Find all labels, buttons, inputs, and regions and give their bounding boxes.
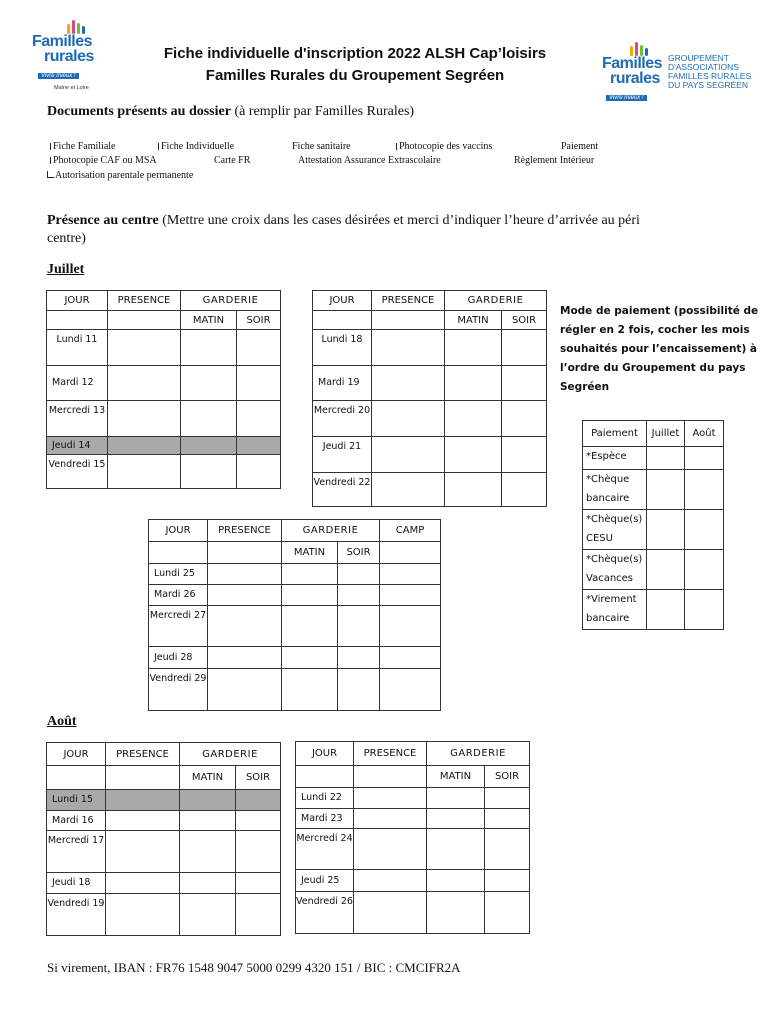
doc-autorisation-parentale[interactable]: Autorisation parentale permanente <box>47 170 193 181</box>
doc-photocopie-vaccins[interactable]: Photocopie des vaccins <box>396 141 492 152</box>
pay-aout-cell[interactable] <box>685 447 724 470</box>
pay-juillet-cell[interactable] <box>647 447 685 470</box>
pay-juillet-cell[interactable] <box>647 470 685 510</box>
month-aout-label: Août <box>47 714 77 729</box>
brand-name-2: rurales <box>610 70 660 87</box>
matin-cell[interactable] <box>445 366 502 401</box>
soir-cell[interactable] <box>237 455 281 489</box>
presence-heading: Présence au centre (Mettre une croix dans les cases désirées et merci d’indiquer l’heure d’arrivée au péri centre) <box>47 213 640 246</box>
soir-cell[interactable] <box>485 788 530 809</box>
col-camp: CAMP <box>380 520 441 542</box>
brand-tagline: Vivre mieux ! <box>606 95 647 101</box>
pay-mode: *Chèque bancaire <box>583 470 647 510</box>
day-label: Lundi 18 <box>313 330 372 366</box>
presence-cell[interactable] <box>208 647 282 669</box>
soir-cell[interactable] <box>502 366 547 401</box>
matin-cell[interactable] <box>427 870 485 892</box>
brand-name: Familles <box>32 33 93 50</box>
day-label: Vendredi 26 <box>296 892 354 934</box>
presence-cell[interactable] <box>372 401 445 437</box>
presence-cell[interactable] <box>208 669 282 711</box>
soir-cell[interactable] <box>485 892 530 934</box>
presence-cell[interactable] <box>106 831 180 873</box>
col-garderie: GARDERIE <box>445 291 547 311</box>
matin-cell[interactable] <box>181 366 237 401</box>
presence-cell[interactable] <box>372 330 445 366</box>
col-garderie: GARDERIE <box>181 291 281 311</box>
presence-cell[interactable] <box>108 330 181 366</box>
day-label: Jeudi 25 <box>296 870 354 892</box>
matin-cell[interactable] <box>282 606 338 647</box>
presence-cell[interactable] <box>108 366 181 401</box>
day-label: Mercredi 20 <box>313 401 372 437</box>
matin-cell[interactable] <box>282 647 338 669</box>
pay-aout-cell[interactable] <box>685 510 724 550</box>
col-jour: JOUR <box>149 520 208 542</box>
col-presence: PRESENCE <box>354 742 427 766</box>
soir-cell[interactable] <box>236 873 281 894</box>
col-matin: MATIN <box>445 311 502 330</box>
day-label: Vendredi 15 <box>47 455 108 489</box>
col-soir: SOIR <box>485 766 530 788</box>
presence-cell[interactable] <box>106 873 180 894</box>
day-label: Vendredi 22 <box>313 473 372 507</box>
day-label: Mercredi 17 <box>47 831 106 873</box>
presence-cell[interactable] <box>208 585 282 606</box>
col-presence: PRESENCE <box>208 520 282 542</box>
presence-cell[interactable] <box>354 809 427 829</box>
col-matin: MATIN <box>180 766 236 790</box>
col-jour: JOUR <box>313 291 372 311</box>
pay-aout-cell[interactable] <box>685 550 724 590</box>
col-matin: MATIN <box>181 311 237 330</box>
iban-footer: Si virement, IBAN : FR76 1548 9047 5000 0299 4320 151 / BIC : CMCIFR2A <box>47 960 461 975</box>
doc-fiche-sanitaire[interactable]: Fiche sanitaire <box>292 141 351 152</box>
day-label: Mardi 26 <box>149 585 208 606</box>
day-label: Jeudi 18 <box>47 873 106 894</box>
soir-cell[interactable] <box>338 669 380 711</box>
day-label: Mercredi 13 <box>47 401 108 437</box>
matin-cell[interactable] <box>282 669 338 711</box>
matin-cell[interactable] <box>445 330 502 366</box>
group-text-line: D'ASSOCIATIONS <box>668 62 739 72</box>
pay-mode: *Chèque(s) CESU <box>583 510 647 550</box>
day-label: Vendredi 19 <box>47 894 106 936</box>
pay-mode: *Chèque(s) Vacances <box>583 550 647 590</box>
group-text-line: GROUPEMENT <box>668 53 729 63</box>
presence-cell[interactable] <box>354 788 427 809</box>
camp-cell[interactable] <box>380 585 441 606</box>
col-matin: MATIN <box>427 766 485 788</box>
payment-table <box>582 420 724 630</box>
col-jour: JOUR <box>296 742 354 766</box>
matin-cell[interactable] <box>180 873 236 894</box>
day-label: Mardi 16 <box>47 811 106 831</box>
camp-cell[interactable] <box>380 669 441 711</box>
col-soir: SOIR <box>502 311 547 330</box>
matin-cell[interactable] <box>282 564 338 585</box>
matin-cell[interactable] <box>282 585 338 606</box>
matin-cell[interactable] <box>445 401 502 437</box>
matin-cell[interactable] <box>445 473 502 507</box>
soir-cell[interactable] <box>502 401 547 437</box>
soir-cell[interactable] <box>485 870 530 892</box>
group-text-line: FAMILLES RURALES <box>668 71 752 81</box>
presence-cell[interactable] <box>354 892 427 934</box>
doc-photocopie-caf[interactable]: Photocopie CAF ou MSA <box>50 155 157 166</box>
brand-name: Familles <box>602 55 663 72</box>
matin-cell[interactable] <box>427 892 485 934</box>
brand-name-2: rurales <box>44 48 94 65</box>
matin-cell[interactable] <box>427 788 485 809</box>
doc-carte-fr[interactable]: Carte FR <box>214 155 251 166</box>
presence-cell[interactable] <box>208 564 282 585</box>
soir-cell[interactable] <box>502 330 547 366</box>
presence-cell[interactable] <box>354 870 427 892</box>
soir-cell[interactable] <box>338 585 380 606</box>
camp-cell[interactable] <box>380 647 441 669</box>
day-label: Mercredi 27 <box>149 606 208 647</box>
pay-juillet-cell[interactable] <box>647 590 685 630</box>
documents-heading: Documents présents au dossier (à remplir par Familles Rurales) <box>47 104 415 119</box>
doc-fiche-familiale[interactable]: Fiche Familiale <box>50 141 116 152</box>
col-soir: SOIR <box>236 766 281 790</box>
pay-col-juillet: Juillet <box>647 421 685 447</box>
groupement-logo-right <box>598 42 758 101</box>
aout-week2-table <box>295 741 530 934</box>
day-label: Jeudi 28 <box>149 647 208 669</box>
pay-col-paiement: Paiement <box>583 421 647 447</box>
matin-cell[interactable] <box>181 455 237 489</box>
page-subtitle: Familles Rurales du Groupement Segréen <box>205 67 505 84</box>
doc-paiement[interactable]: Paiement <box>561 141 599 152</box>
matin-cell[interactable] <box>427 829 485 870</box>
soir-cell[interactable] <box>485 829 530 870</box>
soir-cell[interactable] <box>502 437 547 473</box>
doc-fiche-individuelle[interactable]: Fiche Individuelle <box>158 141 234 152</box>
col-soir: SOIR <box>338 542 380 564</box>
matin-cell[interactable] <box>180 811 236 831</box>
soir-cell[interactable] <box>236 811 281 831</box>
presence-cell[interactable] <box>106 894 180 936</box>
doc-reglement-interieur[interactable]: Règlement Intérieur <box>514 155 595 166</box>
brand-tagline: Vivre mieux ! <box>38 73 79 79</box>
col-jour: JOUR <box>47 291 108 311</box>
juillet-week3-table <box>148 519 441 711</box>
day-label: Mardi 12 <box>47 366 108 401</box>
soir-cell[interactable] <box>236 831 281 873</box>
pay-mode: *Virement bancaire <box>583 590 647 630</box>
aout-week1-table <box>46 742 281 936</box>
juillet-week2-table <box>312 290 547 507</box>
soir-cell[interactable] <box>338 564 380 585</box>
matin-cell[interactable] <box>445 437 502 473</box>
pay-col-aout: Août <box>685 421 724 447</box>
col-presence: PRESENCE <box>106 743 180 766</box>
presence-cell[interactable] <box>106 811 180 831</box>
soir-cell[interactable] <box>485 809 530 829</box>
month-juillet-label: Juillet <box>47 262 85 277</box>
day-label: Jeudi 21 <box>313 437 372 473</box>
pay-mode: *Espèce <box>583 447 647 470</box>
col-presence: PRESENCE <box>108 291 181 311</box>
soir-cell[interactable] <box>502 473 547 507</box>
presence-cell[interactable] <box>354 829 427 870</box>
col-matin: MATIN <box>282 542 338 564</box>
presence-cell[interactable] <box>372 437 445 473</box>
col-garderie: GARDERIE <box>180 743 281 766</box>
juillet-week1-table <box>46 290 281 489</box>
presence-cell[interactable] <box>208 606 282 647</box>
brand-region: Maine et Loire <box>54 85 89 91</box>
presence-cell[interactable] <box>372 473 445 507</box>
page-title: Fiche individuelle d'inscription 2022 ALSH Cap’loisirs <box>163 45 547 62</box>
day-label: Lundi 25 <box>149 564 208 585</box>
day-label: Mardi 19 <box>313 366 372 401</box>
presence-cell[interactable] <box>372 366 445 401</box>
col-garderie: GARDERIE <box>282 520 380 542</box>
familles-rurales-logo-left <box>30 20 110 91</box>
pay-aout-cell[interactable] <box>685 590 724 630</box>
day-label-holiday: Jeudi 14 <box>47 437 108 455</box>
camp-cell[interactable] <box>380 564 441 585</box>
payment-title: Mode de paiement (possibilité de régler en 2 fois, cocher les mois souhaités pour l’encaissement) à l’ordre du Groupement du pays Segréen <box>560 305 759 393</box>
matin-cell[interactable] <box>181 401 237 437</box>
pay-juillet-cell[interactable] <box>647 550 685 590</box>
col-jour: JOUR <box>47 743 106 766</box>
day-label: Vendredi 29 <box>149 669 208 711</box>
soir-cell[interactable] <box>338 606 380 647</box>
matin-cell[interactable] <box>180 831 236 873</box>
day-label: Mercredi 24 <box>296 829 354 870</box>
soir-cell[interactable] <box>237 330 281 366</box>
pay-juillet-cell[interactable] <box>647 510 685 550</box>
pay-aout-cell[interactable] <box>685 470 724 510</box>
day-label-holiday: Lundi 15 <box>47 790 106 811</box>
day-label: Lundi 22 <box>296 788 354 809</box>
group-text-line: DU PAYS SEGRÉEN <box>668 80 748 90</box>
camp-cell[interactable] <box>380 606 441 647</box>
day-label: Mardi 23 <box>296 809 354 829</box>
matin-cell[interactable] <box>181 330 237 366</box>
presence-cell[interactable] <box>108 401 181 437</box>
col-soir: SOIR <box>237 311 281 330</box>
soir-cell[interactable] <box>237 366 281 401</box>
col-presence: PRESENCE <box>372 291 445 311</box>
soir-cell[interactable] <box>338 647 380 669</box>
doc-attestation-assurance[interactable]: Attestation Assurance Extrascolaire <box>298 155 441 166</box>
matin-cell[interactable] <box>180 894 236 936</box>
soir-cell[interactable] <box>236 894 281 936</box>
day-label: Lundi 11 <box>47 330 108 366</box>
presence-cell[interactable] <box>108 455 181 489</box>
matin-cell[interactable] <box>427 809 485 829</box>
soir-cell[interactable] <box>237 401 281 437</box>
col-garderie: GARDERIE <box>427 742 530 766</box>
